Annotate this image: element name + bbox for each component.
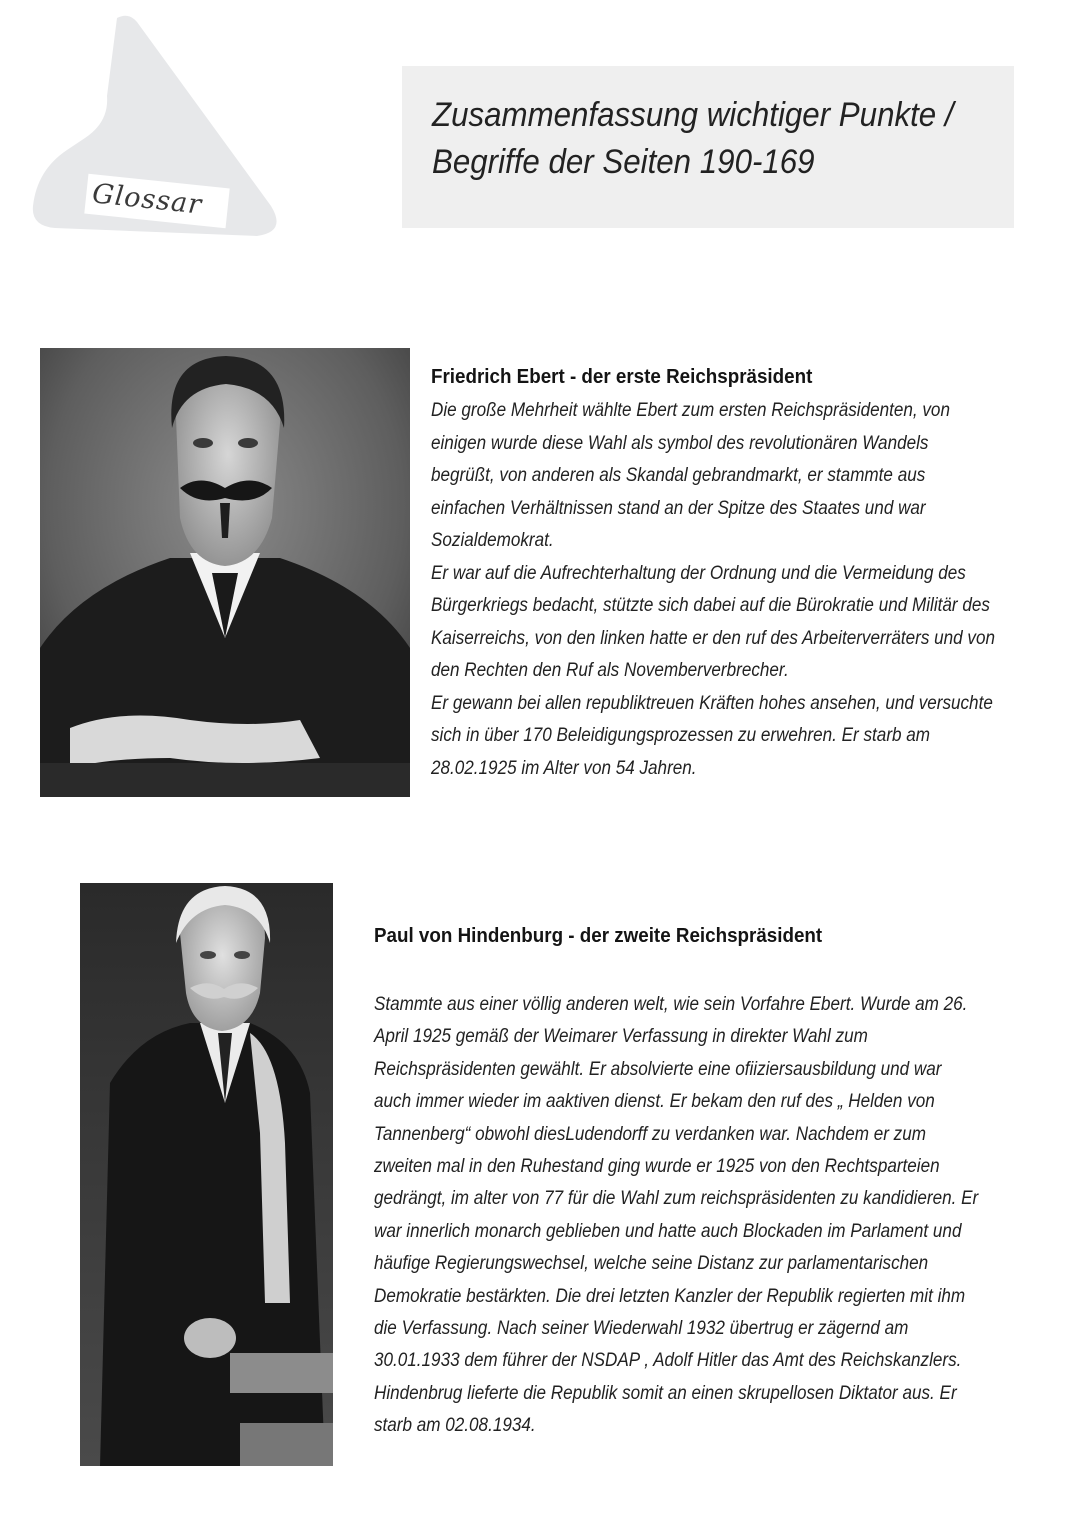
section-heading: Paul von Hindenburg - der zweite Reichspräsident: [374, 925, 823, 947]
ebert-portrait: [40, 348, 410, 797]
glossar-label: Glossar: [84, 174, 229, 229]
page-title-box: [402, 66, 1014, 228]
page-title-line-2: Begriffe der Seiten 190-169: [432, 143, 815, 181]
section-body: Stammte aus einer völlig anderen welt, wie sein Vorfahre Ebert. Wurde am 26. April 1925 gemäß der Weimarer Verfassung in direkter Wahl zum Reichspräsidenten gewählt. Er absolvierte eine ofiiziersausbildung und war auch immer wieder im aaktiven dienst. Er bekam den ruf des „ Helden von Tannenberg“ obwohl diesLudendorff zu verdanken war. Nachdem er zum zweiten mal in den Ruhestand ging wurde er 1925 von den Rechtsparteien gedrängt, im alter von 77 für die Wahl zum reichspräsidenten zu kandidieren. Er war innerlich monarch geblieben und hatte auch Blockaden im Parlament und häufige Regierungswechsel, welche seine Distanz zur parlamentarischen Demokratie bestärkten. Die drei letzten Kanzler der Republik regierten mit ihm die Verfassung. Nach seiner Wiederwahl 1932 übertrug er zägernd am 30.01.1933 dem führer der NSDAP , Adolf Hitler das Amt des Reichskanzlers. Hindenbrug lieferte die Republik somit an einen skrupellosen Diktator aus. Er starb am 02.08.1934.: [374, 994, 979, 1437]
section-hindenburg: [374, 921, 1054, 1443]
hindenburg-portrait: [80, 883, 333, 1466]
glossar-tab[interactable]: [25, 10, 295, 260]
section-ebert: [431, 362, 1061, 785]
page-title-line-1: Zusammenfassung wichtiger Punkte /: [432, 96, 954, 134]
section-heading: Friedrich Ebert - der erste Reichspräsident: [431, 366, 813, 388]
section-body: Die große Mehrheit wählte Ebert zum ersten Reichspräsidenten, von einigen wurde diese Wahl als symbol des revolutionären Wandels begrüßt, von anderen als Skandal gebrandmarkt, er stammte aus einfachen Verhältnissen stand an der Spitze des Staates und war Sozialdemokrat. Er war auf die Aufrechterhaltung der Ordnung und die Vermeidung des Bürgerkriegs bedacht, stützte sich dabei auf die Bürokratie und Militär des Kaiserreichs, von den linken hatte er den ruf des Arbeiterverräters und von den Rechten den Ruf als Novemberverbrecher. Er gewann bei allen republiktreuen Kräften hohes ansehen, und versuchte sich in über 170 Beleidigungsprozessen zu erwehren. Er starb am 28.02.1925 im Alter von 54 Jahren.: [431, 400, 995, 779]
glossar-tab-shape: [25, 10, 295, 260]
